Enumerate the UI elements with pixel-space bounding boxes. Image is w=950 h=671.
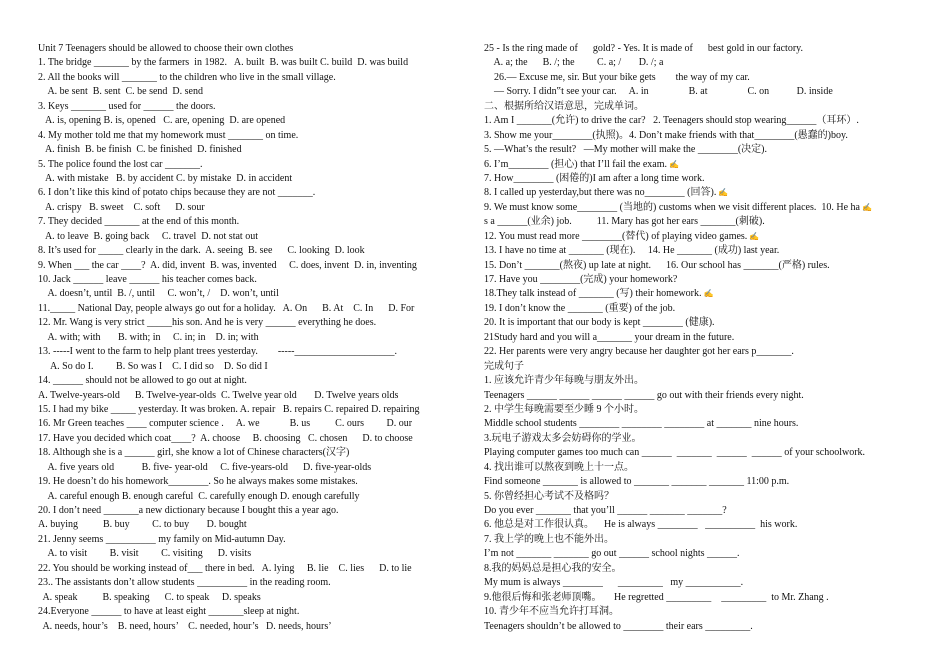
left-line-text: 10. Jack ______ leave ______ his teacher comes back. xyxy=(38,274,257,285)
right-line-2 xyxy=(484,56,916,70)
pointing-hand-icon: ✍ xyxy=(703,289,714,299)
left-line-16 xyxy=(38,259,468,273)
right-line-text: 20. It is important that our body is kept ________ (健康). xyxy=(484,317,715,329)
left-line-38 xyxy=(38,576,468,590)
left-line-text: 24.Everyone ______ to have at least eight _______sleep at night. xyxy=(38,606,300,618)
left-line-12 xyxy=(38,201,468,215)
right-line-37 xyxy=(484,562,916,576)
right-line-15 xyxy=(484,244,916,258)
right-line-4 xyxy=(484,85,916,99)
right-line-text: 8. I called up yesterday,but there was no________ (回答). xyxy=(484,187,717,199)
right-line-text: 6. I’m________ (担心) that I’ll fail the exam. xyxy=(484,158,668,170)
left-line-30 xyxy=(38,461,468,475)
right-line-text: s a ______(业余) job. 11. Mary has got her ears _______(刺破). xyxy=(484,216,765,228)
left-line-39 xyxy=(38,591,468,605)
right-line-1 xyxy=(484,42,916,56)
right-line-18 xyxy=(484,287,916,301)
left-line-text: A. doesn’t, until B. /, until C. won’t, / D. won’t, until xyxy=(38,288,279,300)
left-line-18 xyxy=(38,287,468,301)
right-line-35 xyxy=(484,533,916,547)
right-line-text: 13. I have no time at _______ (现在). 14. He _______ (成功) last year. xyxy=(484,245,780,257)
left-line-text: 6. I don’t like this kind of potato chips because they are not _______. xyxy=(38,187,316,199)
right-line-22 xyxy=(484,345,916,359)
right-line-text: — Sorry. I didn‟t see your car. A. in B. at C. on D. inside xyxy=(484,86,833,98)
left-line-text: A. with mistake B. by accident C. by mistake D. in accident xyxy=(38,172,293,184)
right-line-26 xyxy=(484,403,916,417)
right-line-24 xyxy=(484,374,916,388)
left-line-8 xyxy=(38,143,468,157)
right-line-text: Do you ever _______ that you’ll ______ _______ _______? xyxy=(484,505,727,516)
pointing-hand-icon: ✍ xyxy=(862,202,872,212)
left-line-text: A. careful enough B. enough careful C. carefully enough D. enough carefully xyxy=(38,490,360,502)
right-line-text: I’m not _______ _______ go out ______ school nights ______. xyxy=(484,548,740,560)
left-line-4 xyxy=(38,85,468,99)
left-line-25 xyxy=(38,389,468,403)
left-line-text: A. So do I. B. So was I C. I did so D. So did I xyxy=(38,360,268,372)
right-line-21 xyxy=(484,331,916,345)
left-line-29 xyxy=(38,446,468,460)
right-line-5 xyxy=(484,100,916,114)
right-line-13 xyxy=(484,215,916,229)
left-line-9 xyxy=(38,158,468,172)
left-line-13 xyxy=(38,215,468,229)
left-line-32 xyxy=(38,490,468,504)
right-line-text: Teenagers ______ ______ ______ ______ go out with their friends every night. xyxy=(484,389,804,401)
right-line-text: Find someone _______ is allowed to _______ _______ _______ 11:00 p.m. xyxy=(484,476,790,488)
left-line-27 xyxy=(38,417,468,431)
left-column xyxy=(38,42,468,634)
right-line-text: 8.我的妈妈总是担心我的安全。 xyxy=(484,562,622,574)
right-line-text: 3.玩电子游戏太多会妨碍你的学业。 xyxy=(484,432,642,444)
right-line-36 xyxy=(484,547,916,561)
right-line-30 xyxy=(484,461,916,475)
left-line-text: 1. The bridge _______ by the farmers in 1982. A. built B. was built C. build D. was build xyxy=(38,57,409,69)
left-line-text: A. buying B. buy C. to buy D. bought xyxy=(38,519,247,531)
right-line-32 xyxy=(484,490,916,504)
left-line-20 xyxy=(38,316,468,330)
right-line-9 xyxy=(484,158,916,172)
left-line-26 xyxy=(38,403,468,417)
right-line-text: 5. —What’s the result? —My mother will make the ________(决定). xyxy=(484,144,768,156)
left-line-17 xyxy=(38,273,468,287)
left-line-23 xyxy=(38,360,468,374)
left-line-1 xyxy=(38,42,468,56)
pointing-hand-icon: ✍ xyxy=(749,231,760,241)
left-line-text: A. five years old B. five- year-old C. five-years-old D. five-year-olds xyxy=(38,461,372,473)
left-line-35 xyxy=(38,533,468,547)
right-line-8 xyxy=(484,143,916,157)
right-line-text: 19. I don’t know the _______ (重要) of the job. xyxy=(484,302,676,314)
left-line-36 xyxy=(38,547,468,561)
right-line-text: 7. How________ (困倦的)I am after a long time work. xyxy=(484,172,705,184)
right-line-7 xyxy=(484,129,916,143)
right-line-text: 5. 你曾经担心考试不及格吗？ xyxy=(484,490,614,502)
left-line-text: 23.. The assistants don’t allow students __________ in the reading room. xyxy=(38,577,331,589)
left-line-3 xyxy=(38,71,468,85)
right-line-3 xyxy=(484,71,916,85)
left-line-text: 13. -----I went to the farm to help plant trees yesterday. -----____________________. xyxy=(38,346,397,358)
right-line-text: My mum is always ________ _________ my ___________. xyxy=(484,577,744,589)
left-line-text: 12. Mr. Wang is very strict _____his son. And he is very ______ everything he does. xyxy=(38,317,377,329)
right-line-28 xyxy=(484,432,916,446)
right-line-11 xyxy=(484,186,916,200)
right-line-text: 2. 中学生每晚需要至少睡 9 个小时。 xyxy=(484,403,644,415)
left-line-41 xyxy=(38,620,468,634)
right-line-text: 6. 他总是对工作很认真。 He is always ________ __________ his work. xyxy=(484,519,798,531)
right-line-25 xyxy=(484,389,916,403)
left-line-text: 9. When ___ the car ____? A. did, invent B. was, invented C. does, invent D. in, inventing xyxy=(38,259,417,271)
left-line-2 xyxy=(38,56,468,70)
right-line-text: 1. Am I _______(允许) to drive the car? 2. Teenagers should stop wearing______（耳环）. xyxy=(484,115,859,127)
right-line-27 xyxy=(484,417,916,431)
left-line-text: 8. It’s used for _____ clearly in the dark. A. seeing B. see C. looking D. look xyxy=(38,245,365,257)
left-line-text: Unit 7 Teenagers should be allowed to choose their own clothes xyxy=(38,43,294,54)
right-line-text: 4. 找出谁可以熬夜到晚上十一点。 xyxy=(484,461,634,473)
right-column xyxy=(484,42,916,634)
right-line-text: 二、根据所给汉语意思，完成单词。 xyxy=(484,100,644,112)
right-line-34 xyxy=(484,518,916,532)
left-line-33 xyxy=(38,504,468,518)
left-line-text: 14. ______ should not be allowed to go out at night. xyxy=(38,375,247,387)
left-line-text: A. with; with B. with; in C. in; in D. in; with xyxy=(38,331,259,343)
right-line-text: 22. Her parents were very angry because her daughter got her ears p_______. xyxy=(484,346,794,358)
left-line-24 xyxy=(38,374,468,388)
left-line-text: A. Twelve-years-old B. Twelve-year-olds C. Twelve year old D. Twelve years olds xyxy=(38,389,399,401)
right-line-10 xyxy=(484,172,916,186)
left-line-text: 22. You should be working instead of___ there in bed. A. lying B. lie C. lies D. to lie xyxy=(38,562,412,574)
right-line-text: 17. Have you ________(完成) your homework? xyxy=(484,274,678,285)
right-line-text: 15. Don’t _______(熬夜) up late at night. 16. Our school has _______(严格) rules. xyxy=(484,259,830,271)
right-line-41 xyxy=(484,620,916,634)
left-line-text: 2. All the books will _______ to the children who live in the small village. xyxy=(38,71,336,83)
left-line-10 xyxy=(38,172,468,186)
right-line-17 xyxy=(484,273,916,287)
left-line-text: A. be sent B. sent C. be send D. send xyxy=(38,86,203,98)
right-line-text: 21Study hard and you will a_______ your dream in the future. xyxy=(484,331,735,343)
right-line-29 xyxy=(484,446,916,460)
right-line-text: 12. You must read more ________(替代) of playing video games. xyxy=(484,230,748,242)
left-line-text: 11._____ National Day, people always go out for a holiday. A. On B. At C. In D. For xyxy=(38,302,415,314)
left-line-text: 17. Have you decided which coat____? A. choose B. choosing C. chosen D. to choose xyxy=(38,432,413,444)
right-line-text: 10. 青少年不应当允许打耳洞。 xyxy=(484,606,619,618)
right-line-text: Middle school students ________ ________ ________ at _______ nine hours. xyxy=(484,418,799,430)
right-line-6 xyxy=(484,114,916,128)
left-line-text: A. speak B. speaking C. to speak D. speaks xyxy=(38,591,261,603)
right-line-14 xyxy=(484,230,916,244)
left-line-text: 20. I don’t need _______a new dictionary because I bought this a year ago. xyxy=(38,505,339,516)
right-line-40 xyxy=(484,605,916,619)
left-line-text: 3. Keys _______ used for ______ the doors. xyxy=(38,100,216,112)
left-line-40 xyxy=(38,605,468,619)
left-line-text: A. to leave B. going back C. travel D. not stat out xyxy=(38,230,258,242)
left-line-text: 16. Mr Green teaches ____ computer science . A. we B. us C. ours D. our xyxy=(38,418,413,430)
pointing-hand-icon: ✍ xyxy=(669,159,679,169)
left-line-6 xyxy=(38,114,468,128)
left-line-text: A. finish B. be finish C. be finished D. finished xyxy=(38,144,242,156)
left-line-text: 19. He doesn’t do his homework________. So he always makes some mistakes. xyxy=(38,476,358,488)
right-line-text: A. a; the B. /; the C. a; / D. /; a xyxy=(484,57,664,69)
left-line-text: A. to visit B. visit C. visiting D. visits xyxy=(38,548,252,560)
right-line-text: Playing computer games too much can ______ _______ ______ ______ of your schoolwork. xyxy=(484,447,866,459)
left-line-28 xyxy=(38,432,468,446)
right-line-text: 完成句子 xyxy=(484,360,524,372)
right-line-19 xyxy=(484,302,916,316)
left-line-text: A. needs, hour’s B. need, hours’ C. needed, hour’s D. needs, hours’ xyxy=(38,620,332,632)
right-line-text: 3. Show me your________(执照)。4. Don’t make friends with that________(愚蠢的)boy. xyxy=(484,129,848,141)
left-line-34 xyxy=(38,518,468,532)
right-line-text: 26.— Excuse me, sir. But your bike gets the way of my car. xyxy=(484,71,750,83)
left-line-21 xyxy=(38,331,468,345)
right-line-12 xyxy=(484,201,916,215)
left-line-text: A. is, opening B. is, opened C. are, opening D. are opened xyxy=(38,115,286,127)
left-line-text: A. crispy B. sweet C. soft D. sour xyxy=(38,201,205,213)
left-line-31 xyxy=(38,475,468,489)
left-line-22 xyxy=(38,345,468,359)
right-line-text: 9.他很后悔和张老师顶嘴。 He regretted _________ _________ to Mr. Zhang . xyxy=(484,591,829,603)
right-line-31 xyxy=(484,475,916,489)
right-line-text: 1. 应该允许青少年每晚与朋友外出。 xyxy=(484,375,644,387)
left-line-37 xyxy=(38,562,468,576)
right-line-38 xyxy=(484,576,916,590)
left-line-text: 21. Jenny seems __________ my family on Mid-autumn Day. xyxy=(38,533,286,545)
left-line-11 xyxy=(38,186,468,200)
right-line-33 xyxy=(484,504,916,518)
right-line-39 xyxy=(484,591,916,605)
left-line-7 xyxy=(38,129,468,143)
left-line-text: 5. The police found the lost car _______. xyxy=(38,158,203,170)
left-line-5 xyxy=(38,100,468,114)
left-line-text: 4. My mother told me that my homework must _______ on time. xyxy=(38,129,299,141)
right-line-20 xyxy=(484,316,916,330)
left-line-text: 7. They decided _______ at the end of this month. xyxy=(38,216,240,228)
left-line-19 xyxy=(38,302,468,316)
pointing-hand-icon: ✍ xyxy=(718,188,729,198)
right-line-16 xyxy=(484,259,916,273)
left-line-14 xyxy=(38,230,468,244)
left-line-text: 18. Although she is a ______ girl, she know a lot of Chinese characters(汉字) xyxy=(38,447,350,459)
right-line-23 xyxy=(484,360,916,374)
left-line-text: 15. I had my bike _____ yesterday. It was broken. A. repair B. repairs C. repaired D. repairing xyxy=(38,403,420,415)
right-line-text: 9. We must know some________ (当地的) customs when we visit different places. 10. He ha xyxy=(484,201,860,213)
right-line-text: 7. 我上学的晚上也不能外出。 xyxy=(484,533,614,545)
right-line-text: 18.They talk instead of _______ (写) their homework. xyxy=(484,288,702,300)
right-line-text: 25 - Is the ring made of gold? - Yes. It is made of best gold in our factory. xyxy=(484,43,804,54)
left-line-15 xyxy=(38,244,468,258)
right-line-text: Teenagers shouldn’t be allowed to ________ their ears _________. xyxy=(484,620,753,632)
